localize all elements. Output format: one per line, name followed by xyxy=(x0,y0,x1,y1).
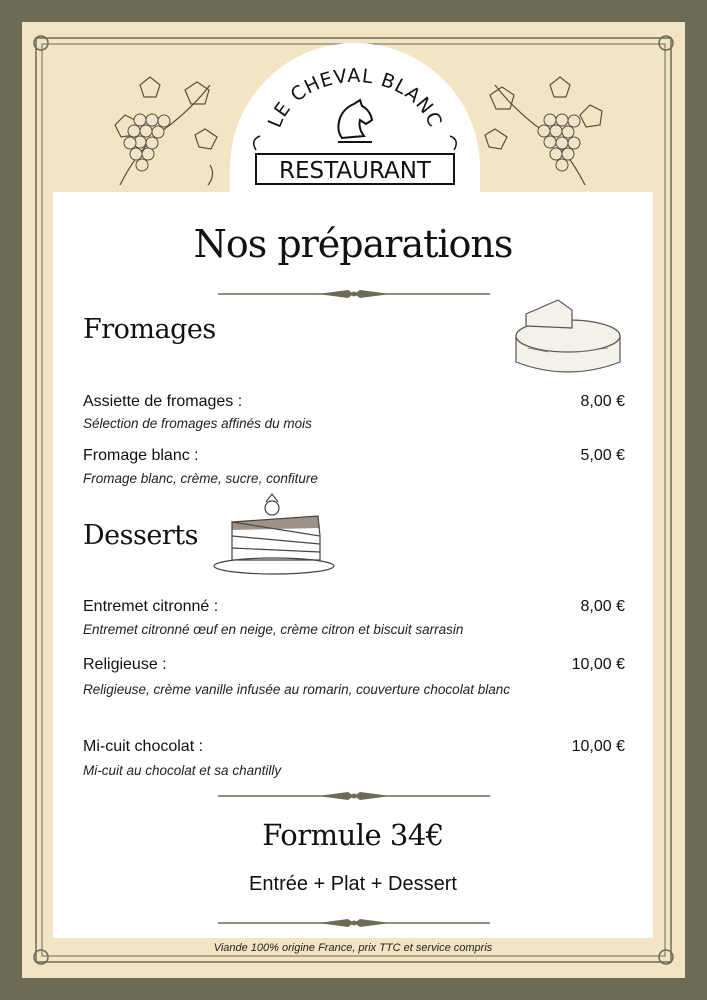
item-price: 5,00 € xyxy=(580,447,625,464)
brand-name-bottom: RESTAURANT xyxy=(279,158,431,184)
item-desc: Sélection de fromages affinés du mois xyxy=(83,416,312,431)
item-desc: Religieuse, crème vanille infusée au romarin, couverture chocolat blanc xyxy=(83,682,510,697)
section-title-fromages: Fromages xyxy=(83,314,216,345)
grapes-illustration xyxy=(480,65,605,195)
item-name: Fromage blanc : xyxy=(83,447,199,464)
item-desc: Entremet citronné œuf en neige, crème citron et biscuit sarrasin xyxy=(83,622,464,637)
item-name: Religieuse : xyxy=(83,656,167,673)
horse-knight-icon xyxy=(338,100,372,142)
section-title-desserts: Desserts xyxy=(83,520,198,551)
cheese-illustration xyxy=(508,296,626,378)
formule-subtitle: Entrée + Plat + Dessert xyxy=(249,873,457,895)
restaurant-logo xyxy=(248,62,462,190)
ornament-divider xyxy=(218,918,490,928)
item-price: 8,00 € xyxy=(580,598,625,615)
ornament-divider xyxy=(218,791,490,801)
brand-name-top: LE CHEVAL BLANC xyxy=(263,64,447,131)
grapes-illustration xyxy=(100,65,225,195)
ornament-divider xyxy=(218,289,490,299)
item-name: Assiette de fromages : xyxy=(83,393,243,410)
item-price: 10,00 € xyxy=(571,656,625,673)
cake-illustration xyxy=(208,488,340,580)
item-name: Entremet citronné : xyxy=(83,598,219,615)
item-price: 10,00 € xyxy=(571,738,625,755)
item-desc: Mi-cuit au chocolat et sa chantilly xyxy=(83,763,282,778)
item-desc: Fromage blanc, crème, sucre, confiture xyxy=(83,471,318,486)
svg-text:LE CHEVAL BLANC xyxy=(264,65,446,131)
page-title: Nos préparations xyxy=(193,222,513,266)
item-price: 8,00 € xyxy=(580,393,625,410)
footer-note: Viande 100% origine France, prix TTC et service compris xyxy=(213,942,493,954)
formule-title: Formule 34€ xyxy=(262,818,444,852)
item-name: Mi-cuit chocolat : xyxy=(83,738,204,755)
